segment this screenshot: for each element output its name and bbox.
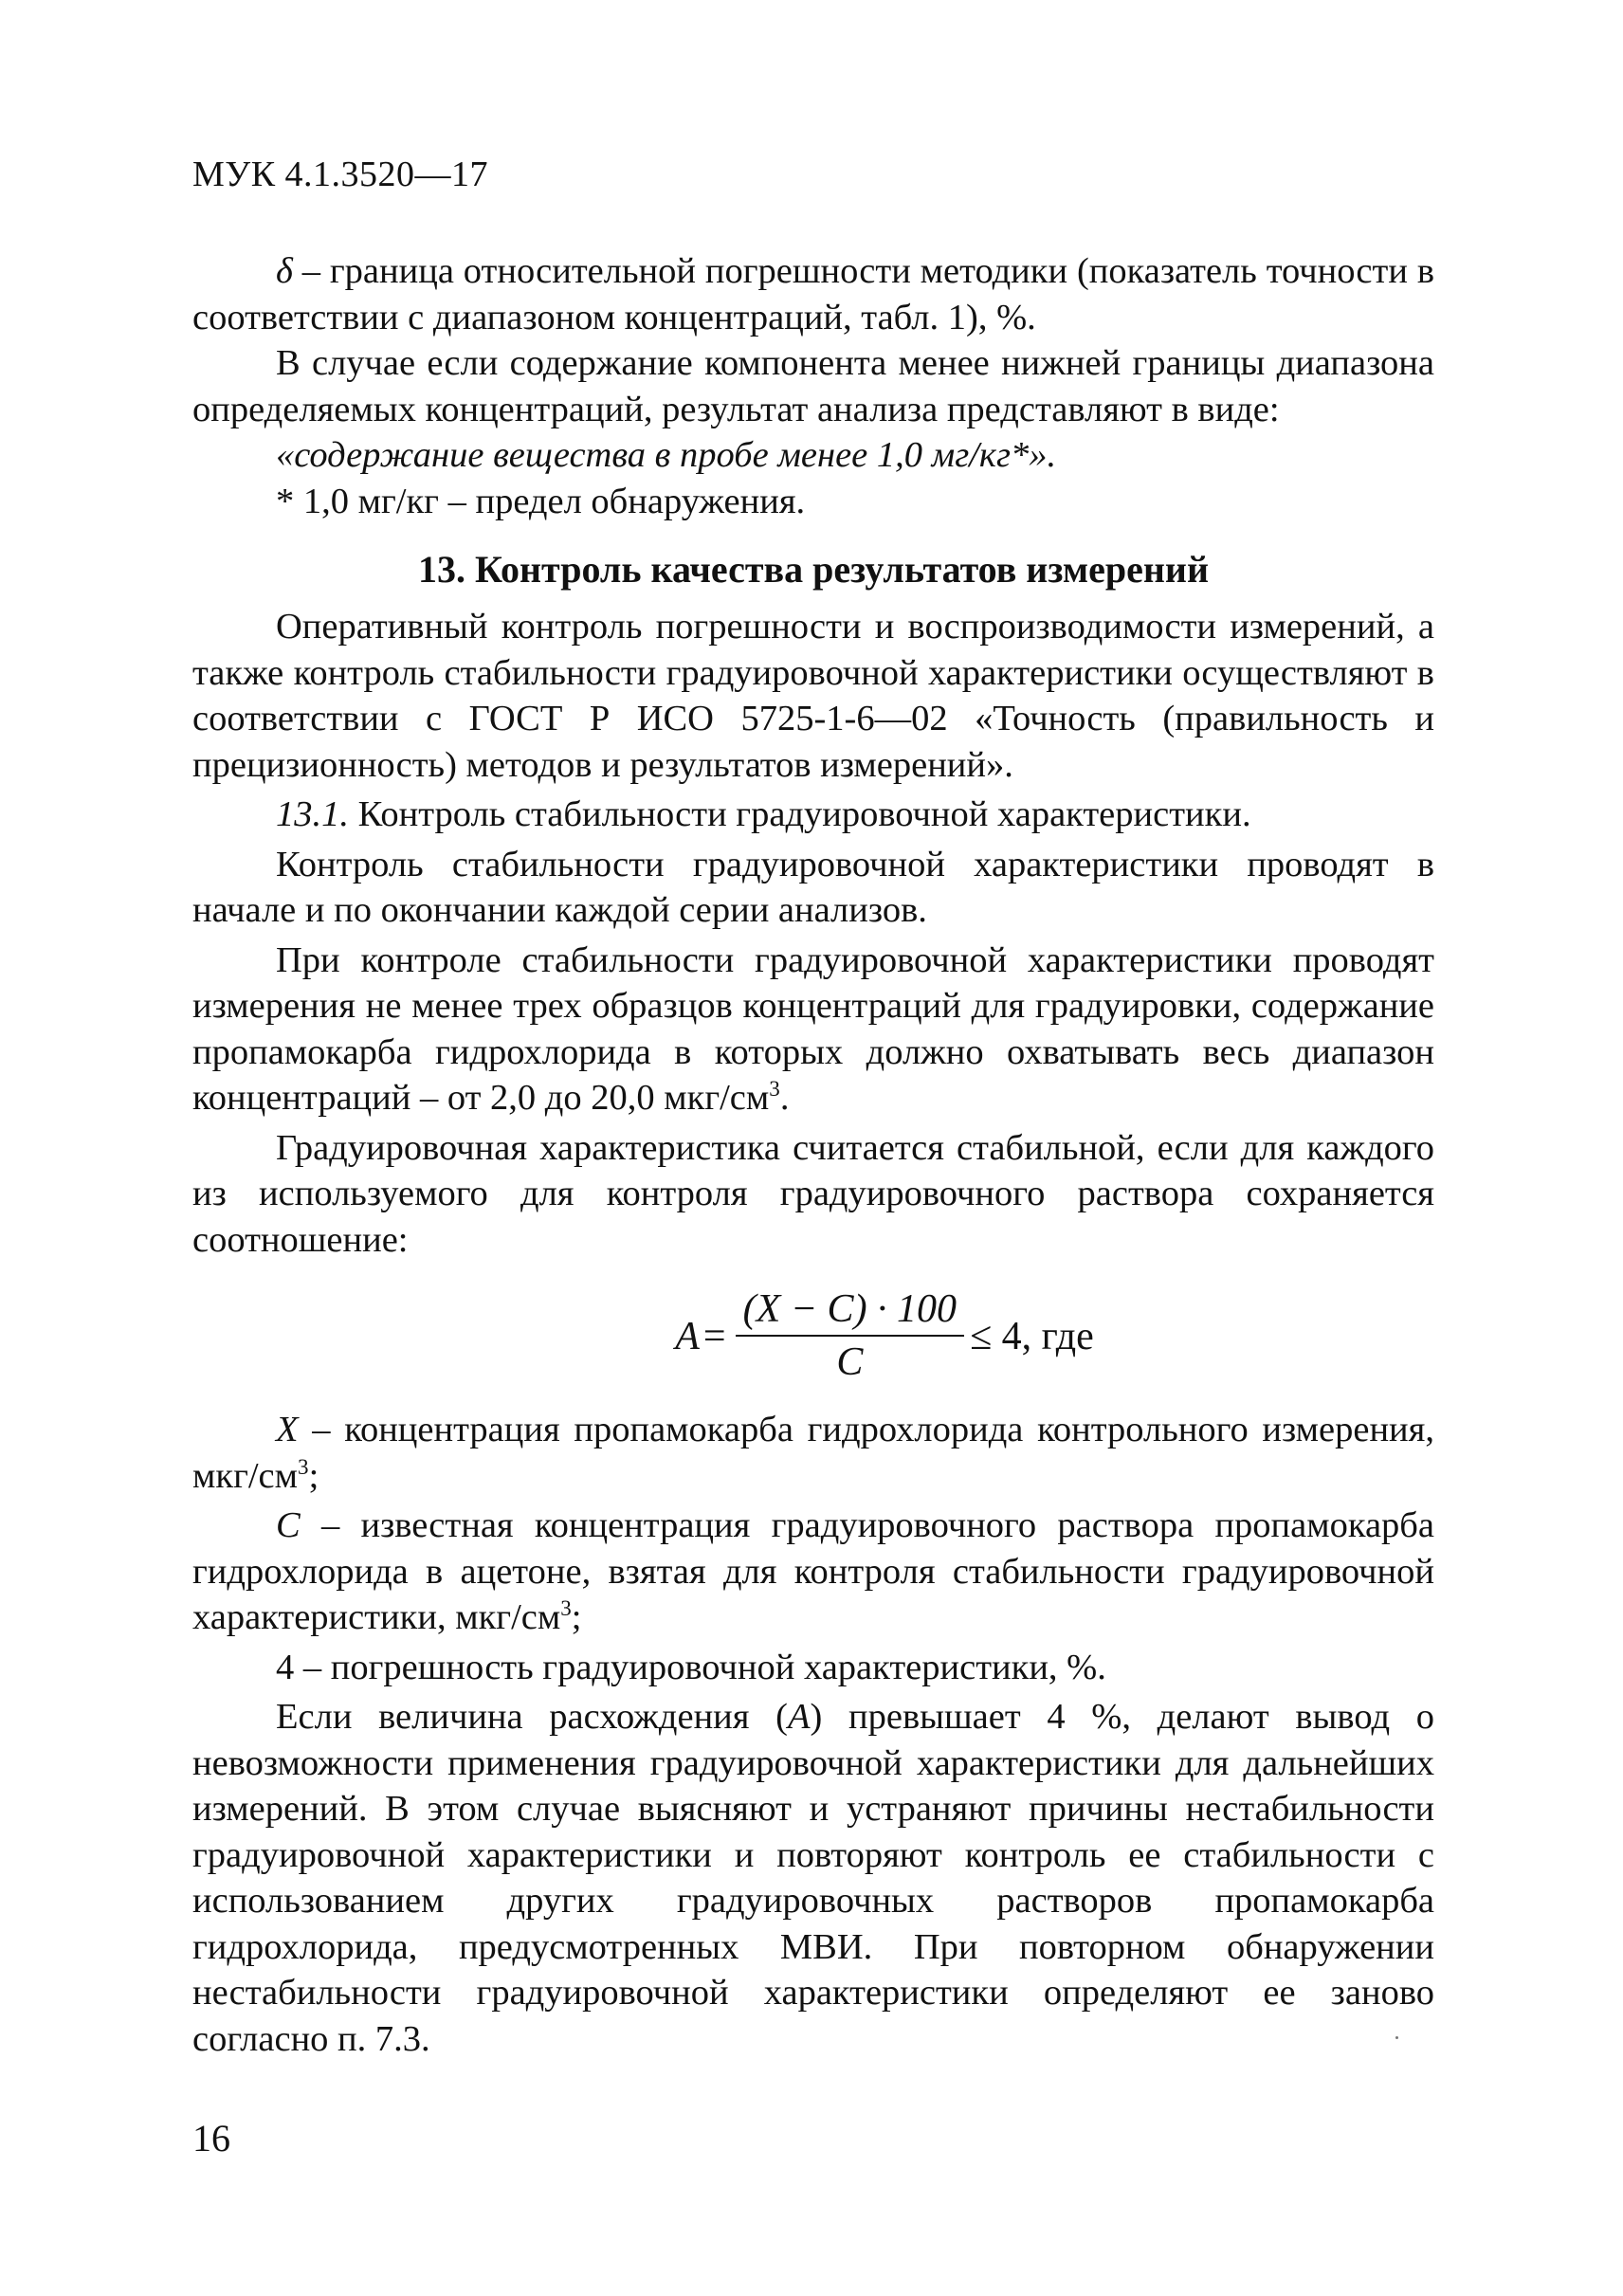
paragraph-x-definition — [192, 1407, 1434, 1499]
paragraph-delta — [192, 248, 1434, 340]
subsection-number: 13.1. — [276, 794, 349, 834]
paragraph-footnote: * 1,0 мг/кг – предел обнаружения. — [276, 481, 806, 521]
formula-block — [192, 1280, 1434, 1394]
control-measurements-end: . — [779, 1078, 790, 1118]
formula-lhs: A — [675, 1314, 700, 1358]
c-symbol: C — [276, 1505, 301, 1545]
x-description: – концентрация пропамокарба гидрохлорида контрольного измерения, мкг/см — [192, 1410, 1434, 1496]
c-description: – известная концентрация градуировочного раствора пропамокарба гидрохлорида в ацетоне, взятая для контроля стабильности градуировочной характеристики, мкг/см — [192, 1505, 1434, 1637]
unit-superscript: 3 — [298, 1453, 309, 1479]
unit-superscript: 3 — [560, 1595, 572, 1621]
paragraph-control-measurements — [192, 938, 1434, 1121]
formula-rhs: ≤ 4, где — [970, 1314, 1094, 1358]
subsection-title: Контроль стабильности градуировочной характеристики. — [349, 794, 1251, 834]
paragraph-subsection-13-1 — [192, 792, 1434, 838]
paragraph-stability-condition: Градуировочная характеристика считается стабильной, если для каждого из используемого для контроля градуировочного раствора сохраняется соотношение: — [192, 1127, 1434, 1260]
document-id-header: МУК 4.1.3520—17 — [192, 155, 489, 194]
section-heading: 13. Контроль качества результатов измерений — [418, 548, 1209, 591]
unit-superscript: 3 — [769, 1076, 780, 1102]
paragraph-control-timing: Контроль стабильности градуировочной характеристики проводят в начале и по окончании каждой серии анализов. — [192, 844, 1434, 930]
paragraph-error-definition: 4 – погрешность градуировочной характеристики, %. — [276, 1647, 1106, 1687]
formula-fraction — [736, 1285, 964, 1388]
paragraph-result-phrase: «содержание вещества в пробе менее 1,0 мг/кг*». — [276, 435, 1057, 475]
delta-description: – граница относительной погрешности методики (показатель точности в соответствии с диапазоном концентраций, табл. 1), %. — [192, 251, 1434, 337]
stability-formula — [533, 1280, 1094, 1394]
x-symbol: X — [276, 1410, 299, 1449]
control-measurements-text: При контроле стабильности градуировочной характеристики проводят измерения не менее трех образцов концентраций для градуировки, содержание пропамокарба гидрохлорида в которых должно охватывать весь диапазон концентраций – от 2,0 до 20,0 мкг/см — [192, 939, 1434, 1118]
paragraph-c-definition — [192, 1503, 1434, 1641]
formula-denominator: C — [836, 1340, 864, 1384]
x-description-end: ; — [308, 1455, 319, 1496]
page-number: 16 — [192, 2117, 230, 2159]
delta-symbol: δ — [276, 251, 293, 291]
formula-numerator: (X − C) · 100 — [736, 1285, 964, 1337]
formula-equals: = — [702, 1314, 726, 1358]
discrepancy-text-start: Если величина расхождения ( — [276, 1697, 788, 1737]
paragraph-below-range: В случае если содержание компонента менее нижней границы диапазона определяемых концентраций, результат анализа представляют в виде: — [192, 343, 1434, 429]
a-symbol: A — [787, 1697, 811, 1737]
paragraph-discrepancy — [192, 1694, 1434, 2062]
c-description-end: ; — [571, 1597, 582, 1637]
discrepancy-text-end: ) превышает 4 %, делают вывод о невозможности применения градуировочной характеристики для дальнейших измерений. В этом случае выясняют и устраняют причины нестабильности градуировочной характеристики и повторяют контроль ее стабильности с использованием других градуировочных растворов пропамокарба гидрохлорида, предусмотренных МВИ. При повторном обнаружении нестабильности градуировочной характеристики определяют ее заново согласно п. 7.3. — [192, 1697, 1434, 2059]
paragraph-operative-control: Оперативный контроль погрешности и воспроизводимости измерений, а также контроль стабильности градуировочной характеристики осуществляют в соответствии с ГОСТ Р ИСО 5725-1-6—02 «Точность (правильность и прецизионность) методов и результатов измерений». — [192, 607, 1434, 785]
scan-speck — [1395, 2036, 1398, 2039]
document-body — [192, 248, 1434, 2062]
